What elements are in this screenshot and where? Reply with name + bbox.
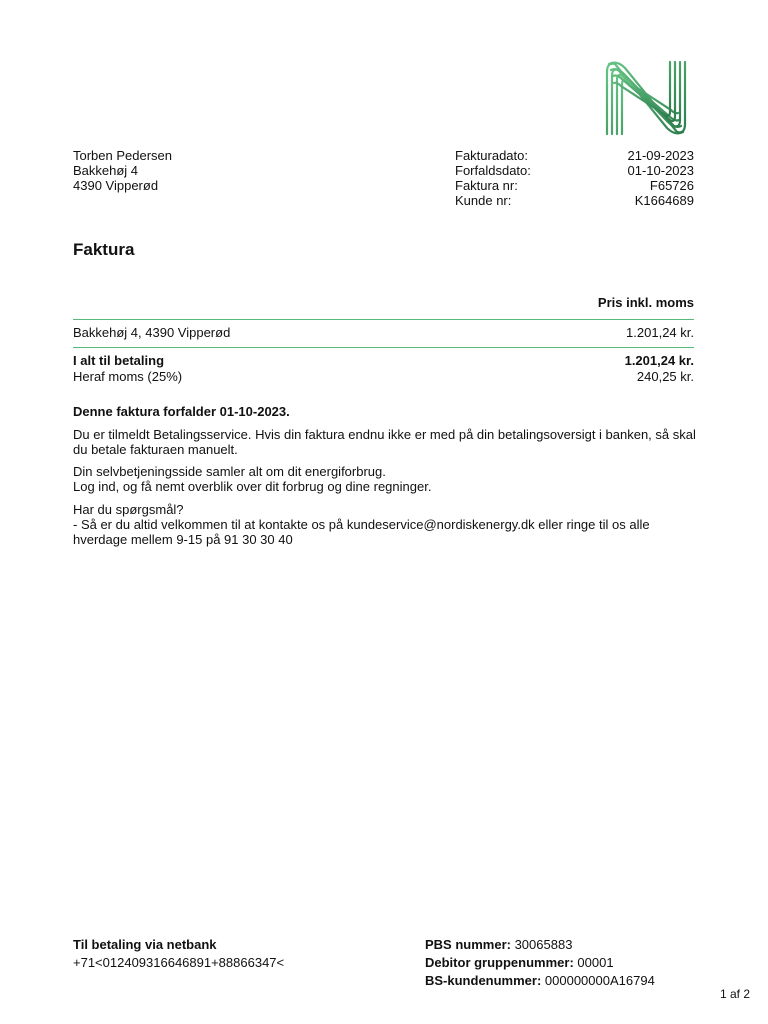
total-price: 1.201,24 kr. <box>624 353 694 368</box>
meta-row-due-date <box>455 163 694 178</box>
bs-value: 000000000A16794 <box>541 973 655 988</box>
debitor-group-row <box>425 954 655 972</box>
recipient-city: 4390 Vipperød <box>73 178 159 193</box>
meta-row-customer-number <box>455 193 694 208</box>
meta-value: K1664689 <box>634 193 694 208</box>
selfservice-line-1: Din selvbetjeningsside samler alt om dit energiforbrug. <box>73 464 386 479</box>
table-header-price: Pris inkl. moms <box>597 295 694 310</box>
payment-references <box>425 936 655 990</box>
invoice-message <box>73 404 713 547</box>
invoice-meta <box>455 148 694 208</box>
price-table <box>73 295 694 384</box>
brand-n-logo-icon <box>601 58 691 138</box>
meta-row-invoice-date <box>455 148 694 163</box>
vat-price: 240,25 kr. <box>636 369 694 384</box>
table-divider <box>73 319 694 320</box>
debitor-label: Debitor gruppenummer: <box>425 955 574 970</box>
recipient-street: Bakkehøj 4 <box>73 163 139 178</box>
pbs-label: PBS nummer: <box>425 937 511 952</box>
meta-label: Faktura nr: <box>455 178 518 193</box>
pbs-value: 30065883 <box>510 937 573 952</box>
company-logo <box>601 58 691 138</box>
meta-label: Kunde nr: <box>455 193 512 208</box>
meta-value: F65726 <box>649 178 694 193</box>
document-title: Faktura <box>73 240 135 259</box>
due-heading: Denne faktura forfalder 01-10-2023. <box>73 404 290 419</box>
contact-line-2: hverdage mellem 9-15 på 91 30 30 40 <box>73 532 293 547</box>
contact-line-1: - Så er du altid velkommen til at kontakte os på kundeservice@nordiskenergy.dk eller ringe til os alle <box>73 517 650 532</box>
meta-row-invoice-number <box>455 178 694 193</box>
meta-value: 01-10-2023 <box>627 163 694 178</box>
table-divider <box>73 347 694 348</box>
total-row <box>73 353 694 368</box>
bs-label: BS-kundenummer: <box>425 973 542 988</box>
meta-label: Fakturadato: <box>455 148 528 163</box>
line-item-price: 1.201,24 kr. <box>626 325 694 340</box>
meta-value: 21-09-2023 <box>627 148 694 163</box>
betalingsservice-line-2: du betale fakturaen manuelt. <box>73 442 238 457</box>
vat-row <box>73 369 694 384</box>
selfservice-line-2: Log ind, og få nemt overblik over dit forbrug og dine regninger. <box>73 479 432 494</box>
betalingsservice-line-1: Du er tilmeldt Betalingsservice. Hvis din faktura endnu ikke er med på din betalingsoversigt i banken, så skal <box>73 427 696 442</box>
netbank-payment-info <box>73 936 284 972</box>
netbank-heading: Til betaling via netbank <box>73 937 217 952</box>
recipient-name: Torben Pedersen <box>73 148 173 163</box>
page-number: 1 af 2 <box>719 987 750 1001</box>
pbs-number-row <box>425 936 655 954</box>
vat-label: Heraf moms (25%) <box>73 369 183 384</box>
question-line: Har du spørgsmål? <box>73 502 184 517</box>
debitor-value: 00001 <box>573 955 614 970</box>
table-row <box>73 325 694 341</box>
total-label: I alt til betaling <box>73 353 165 368</box>
bs-customer-row <box>425 972 655 990</box>
recipient-address <box>73 148 172 193</box>
netbank-code: +71<012409316646891+88866347< <box>73 955 285 970</box>
line-item-label: Bakkehøj 4, 4390 Vipperød <box>73 325 231 340</box>
meta-label: Forfaldsdato: <box>455 163 531 178</box>
